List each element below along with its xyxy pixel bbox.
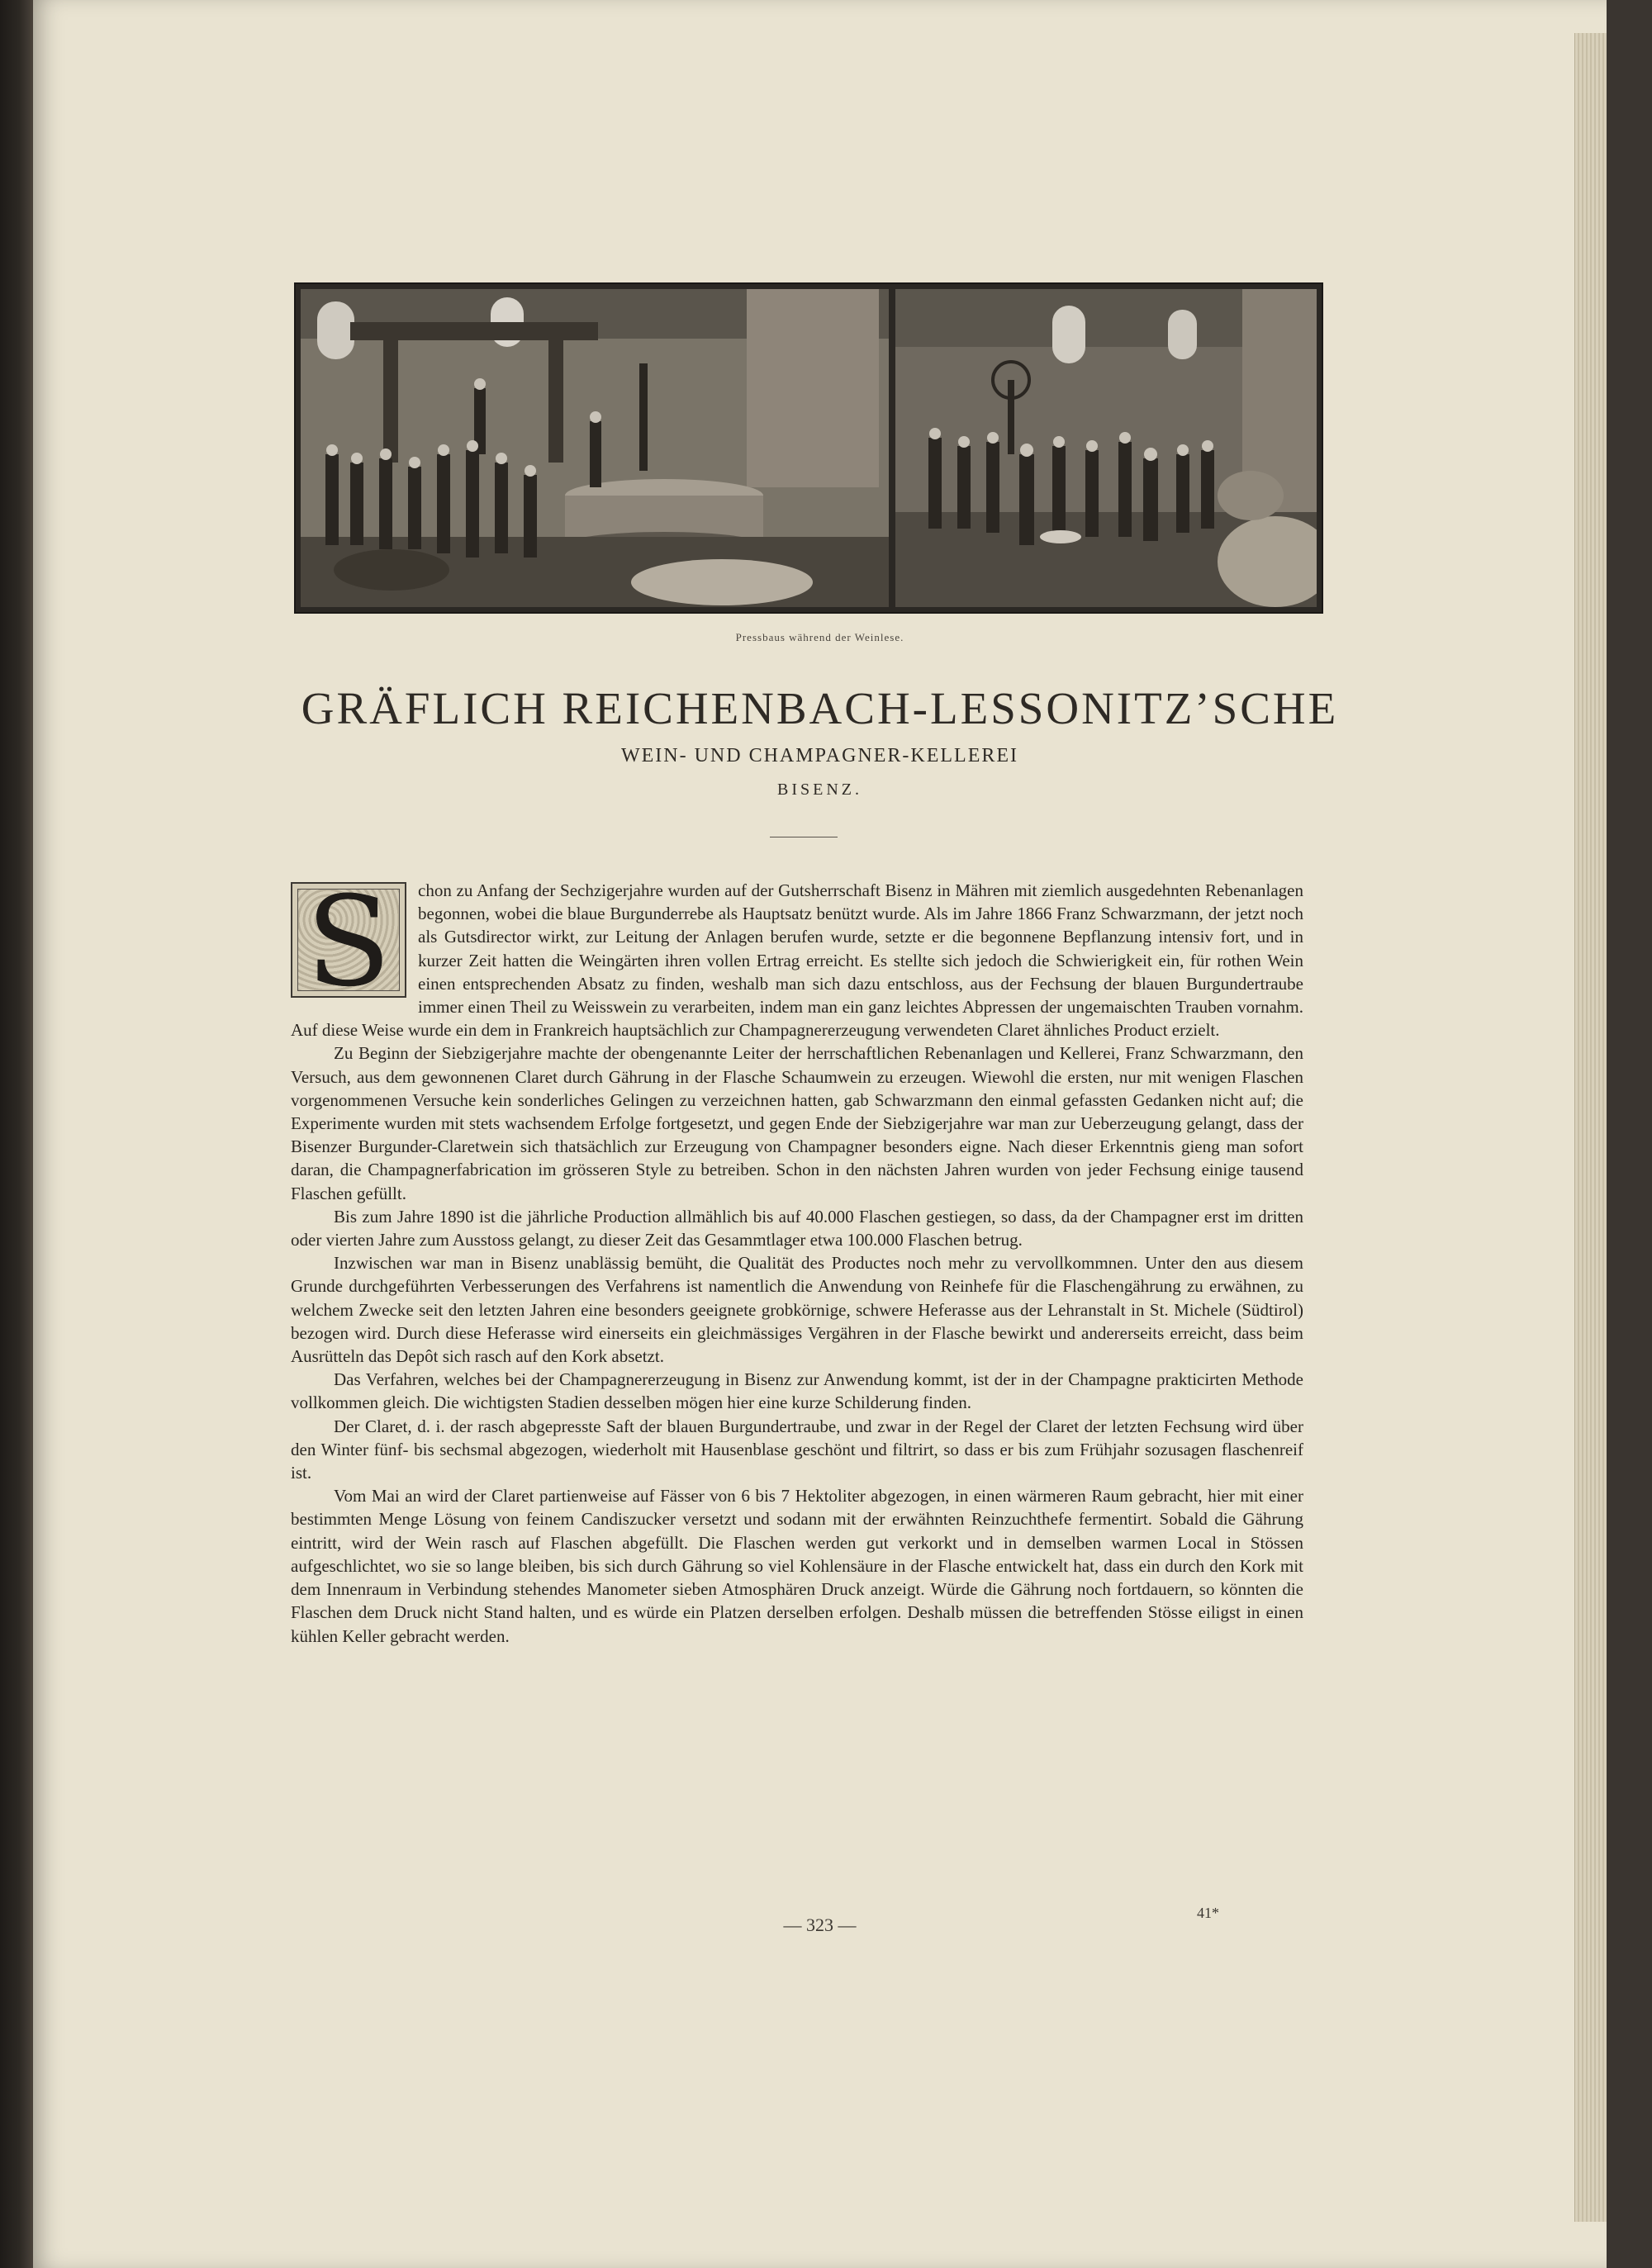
ornamental-initial — [291, 871, 406, 1014]
paragraph: chon zu Anfang der Sechzigerjahre wurden auf der Gutsherrschaft Bisenz in Mähren mit ziemlich ausgedehnten Rebenanlagen begonnen, wobei die blaue Burgunderrebe als Hauptsatz benützt wurde. Als im Jahre 1866 Franz Schwarzmann, der jetzt noch als Gutsdirector wirkt, zur Leitung der Anlagen berufen wurde, setzte er die begonnene Bepflanzung intensiv fort, und in kurzer Zeit hatten die Weingärten ihren vollen Ertrag erreicht. Es stellte sich jedoch die Schwierigkeit ein, für rothen Wein einen entsprechenden Absatz zu finden, weshalb man sich dazu entschloss, aus der Fechsung der blauen Burgundertraube immer einen Theil zu Weisswein zu verarbeiten, indem man ein ganz leichtes Abpressen der ungemaischten Trauben vornahm. Auf diese Weise wurde ein dem in Frankreich hauptsächlich zur Champagnererzeugung verwendeten Claret ähnliches Product erzielt. — [291, 880, 1303, 1041]
place-name: BISENZ. — [777, 781, 862, 799]
press-house-illustration — [301, 289, 889, 607]
page-title: GRÄFLICH REICHENBACH-LESSONITZ’SCHE — [301, 683, 1339, 733]
paragraph: Bis zum Jahre 1890 ist die jährliche Production allmählich bis auf 40.000 Flaschen gestiegen, so dass, da der Champagner erst im dritten oder vierten Jahre zum Ausstoss gelangt, zu dieser Zeit das Gesammtlager etwa 100.000 Flaschen betrug. — [291, 1206, 1303, 1250]
initial-letter: S — [306, 871, 392, 1014]
article-body — [291, 871, 1303, 1648]
page-subtitle: WEIN- UND CHAMPAGNER-KELLEREI — [620, 745, 1019, 766]
book-page — [33, 0, 1607, 2268]
signature-mark: 41* — [1197, 1905, 1219, 1921]
press-house-photo-left — [301, 289, 889, 607]
book-spine — [0, 0, 33, 2268]
paragraph: Das Verfahren, welches bei der Champagnererzeugung in Bisenz zur Anwendung kommt, ist der in der Champagne prakticirten Methode vollkommen gleich. Die wichtigsten Stadien desselben mögen hier eine kurze Schilderung finden. — [291, 1369, 1303, 1413]
page-edges — [1574, 33, 1607, 2222]
paragraph: Inzwischen war man in Bisenz unablässig bemüht, die Qualität des Productes noch mehr zu vervollkommnen. Unter den aus diesem Grunde durchgeführten Verbesserungen des Verfahrens ist namentlich die Anwendung von Reinhefe für die Flaschengährung zu erwähnen, zu welchem Zwecke seit den letzten Jahren eine besonders geeignete grobkörnige, schwere Heferasse aus der Lehranstalt in St. Michele (Südtirol) bezogen wird. Durch diese Heferasse wird einerseits ein gleichmässiges Vergähren in der Flasche bewirkt und andererseits erreicht, dass beim Ausrütteln das Depôt sich rasch auf den Kork absetzt. — [291, 1253, 1303, 1367]
cellar-group-illustration — [895, 289, 1317, 607]
paragraph: Der Claret, d. i. der rasch abgepresste Saft der blauen Burgundertraube, und zwar in der Regel der Claret der letzten Fechsung wird über den Winter fünf- bis sechsmal abgezogen, wiederholt mit Hausenblase geschönt und filtrirt, so dass er bis zum Frühjahr sozusagen flaschenreif ist. — [291, 1416, 1303, 1483]
press-house-photo-right — [895, 289, 1317, 607]
photo-caption: Pressbaus während der Weinlese. — [735, 631, 904, 643]
paragraph: Zu Beginn der Siebzigerjahre machte der obengenannte Leiter der herrschaftlichen Rebenanlagen und Kellerei, Franz Schwarzmann, den Versuch, aus dem gewonnenen Claret durch Gährung in der Flasche Schaumwein zu erzeugen. Wiewohl die ersten, nur mit wenigen Flaschen vorgenommenen Versuche kein sonderliches Gelingen zu verzeichnen hatten, gab Schwarzmann den einmal gefassten Gedanken nicht auf; die Experimente wurden mit stets wachsendem Erfolge fortgesetzt, und gegen Ende der Siebzigerjahre war man zur Ueberzeugung gelangt, dass der Bisenzer Burgunder-Claretwein sich thatsächlich zur Erzeugung von Champagner besonders eigne. Nach dieser Erkenntnis gieng man sofort daran, die Champagnerfabrication im grösseren Style zu betreiben. Schon in den nächsten Jahren wurden von jeder Fechsung einige tausend Flaschen gefüllt. — [291, 1043, 1303, 1203]
photograph-plate — [294, 282, 1323, 614]
paragraph: Vom Mai an wird der Claret partienweise auf Fässer von 6 bis 7 Hektoliter abgezogen, in einen wärmeren Raum gebracht, hier mit einer bestimmten Menge Lösung von feinem Candiszucker versetzt und sodann mit der erwähnten Reinzuchthefe fermentirt. Sobald die Gährung eintritt, wird der Wein rasch auf Flaschen abgefüllt. Die Flaschen werden gut verkorkt und in demselben warmen Local in Stössen aufgeschlichtet, wo sie so lange bleiben, bis sich durch Gährung so viel Kohlensäure in der Flasche entwickelt hat, dass ein durch den Kork mit dem Innenraum in Verbindung stehendes Manometer sieben Atmosphären Druck anzeigt. Würde die Gährung noch fortdauern, so könnten die Flaschen dem Druck nicht Stand halten, und es würde ein Platzen derselben erfolgen. Deshalb müssen die betreffenden Stösse eiligst in einen kühlen Keller gebracht werden. — [291, 1486, 1303, 1646]
page-number: — 323 — — [783, 1915, 857, 1935]
